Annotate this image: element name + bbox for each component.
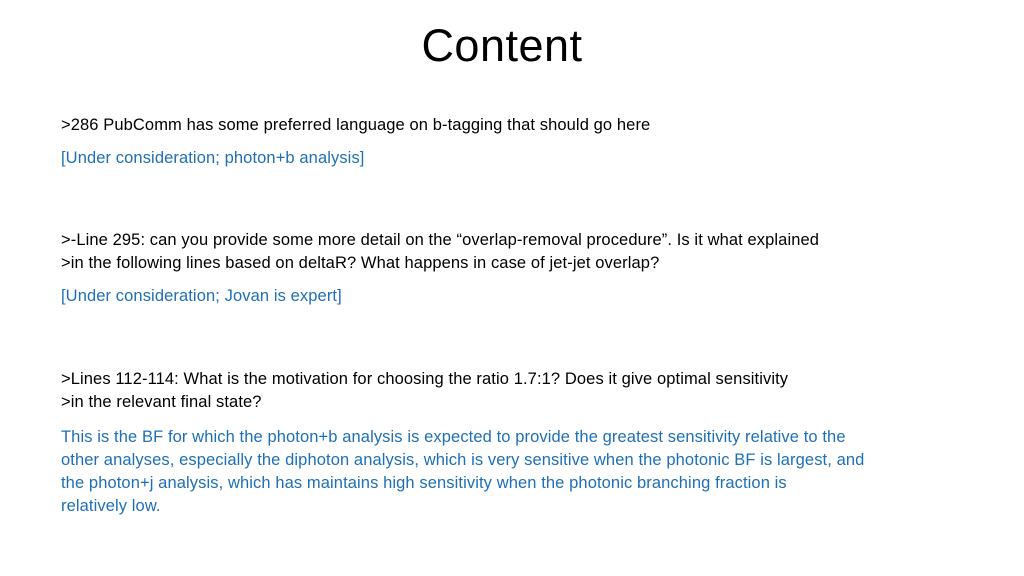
review-response [61, 147, 941, 170]
review-item-1 [61, 114, 941, 170]
review-response [61, 426, 941, 518]
review-item-2 [61, 229, 941, 308]
question-line: >Lines 112-114: What is the motivation for choosing the ratio 1.7:1? Does it give optimal sensitivity [61, 370, 789, 388]
review-question [61, 368, 941, 414]
response-line: the photon+j analysis, which has maintains high sensitivity when the photonic branching fraction is [61, 474, 787, 492]
response-line: This is the BF for which the photon+b analysis is expected to provide the greatest sensitivity relative to the [61, 428, 846, 446]
response-line: [Under consideration; photon+b analysis] [61, 149, 365, 167]
review-question [61, 114, 941, 137]
response-line: relatively low. [61, 497, 161, 515]
response-line: other analyses, especially the diphoton analysis, which is very sensitive when the photonic BF is largest, and [61, 451, 865, 469]
question-line: >286 PubComm has some preferred language on b-tagging that should go here [61, 116, 651, 134]
question-line: >-Line 295: can you provide some more detail on the “overlap-removal procedure”. Is it what explained [61, 231, 820, 249]
question-line: >in the relevant final state? [61, 393, 262, 411]
review-question [61, 229, 941, 275]
response-line: [Under consideration; Jovan is expert] [61, 287, 342, 305]
review-response [61, 285, 941, 308]
slide-title: Content [421, 20, 583, 71]
review-item-3 [61, 368, 941, 518]
question-line: >in the following lines based on deltaR? What happens in case of jet-jet overlap? [61, 254, 660, 272]
